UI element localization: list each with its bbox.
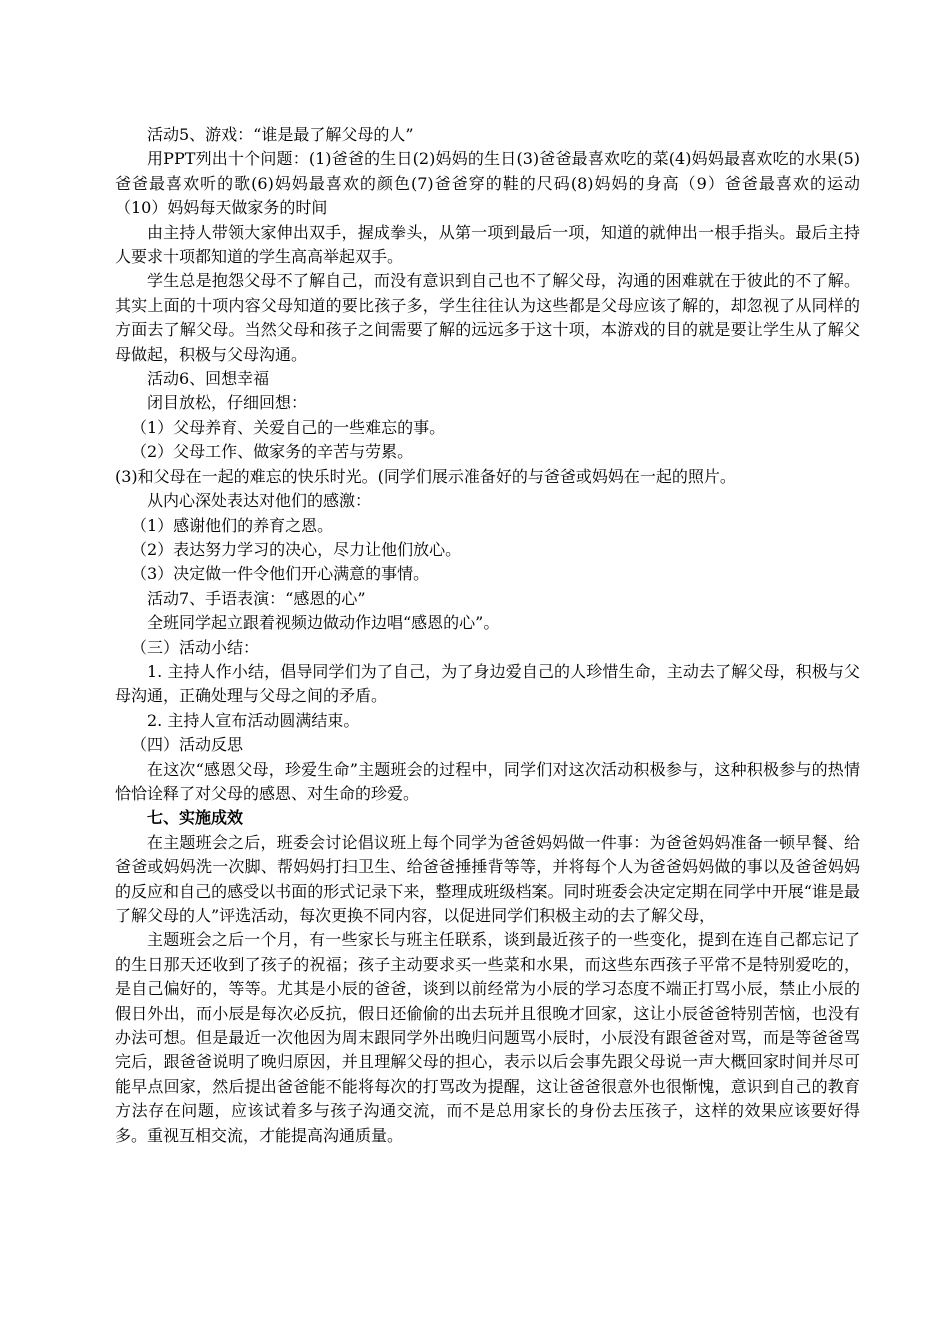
- list-item-gratitude-2: （2）表达努力学习的决心，尽力让他们放心。: [131, 539, 462, 559]
- section-reflection-heading: （四）活动反思: [131, 735, 244, 755]
- paragraph-game-purpose: 学生总是抱怨父母不了解自己，而没有意识到自己也不了解父母，沟通的困难就在于彼此的不了解。其实上面的十项内容父母知道的要比孩子多，学生往往认为这些都是父母应该了解的，却忽视了从同样的方面去了解父母。当然父母和孩子之间需要了解的远远多于这十项，本游戏的目的就是要让学生从了解父母做起，积极与父母沟通。: [115, 271, 860, 364]
- paragraph-reflection: 在这次“感恩父母，珍爱生命”主题班会的过程中，同学们对这次活动积极参与，这种积极参与的热情恰恰诠释了对父母的感恩、对生命的珍爱。: [115, 759, 860, 803]
- list-item-gratitude-3: （3）决定做一件令他们开心满意的事情。: [131, 564, 430, 584]
- section-7-heading: 七、实施成效: [147, 808, 244, 828]
- document-body: [115, 123, 860, 1148]
- paragraph-results-2: 主题班会之后一个月，有一些家长与班主任联系，谈到最近孩子的一些变化，提到在连自己都忘记了的生日那天还收到了孩子的祝福；孩子主动要求买一些菜和水果，而这些东西孩子平常不是特别爱吃的，是自己偏好的，等等。尤其是小辰的爸爸，谈到以前经常为小辰的学习态度不端正打骂小辰，禁止小辰的假日外出，而小辰是每次必反抗，假日还偷偷的出去玩并且很晚才回家，这让小辰爸爸特别苦恼，也没有办法可想。但是最近一次他因为周末跟同学外出晚归问题骂小辰时，小辰没有跟爸爸对骂，而是等爸爸骂完后，跟爸爸说明了晚归原因，并且理解父母的担心，表示以后会事先跟父母说一声大概回家时间并尽可能早点回家，然后提出爸爸能不能将每次的打骂改为提醒，这让爸爸很意外也很惭愧，意识到自己的教育方法存在问题，应该试着多与孩子沟通交流，而不是总用家长的身份去压孩子，这样的效果应该要好得多。重视互相交流，才能提高沟通质量。: [115, 930, 860, 1145]
- paragraph-summary-1: 1. 主持人作小结，倡导同学们为了自己，为了身边爱自己的人珍惜生命，主动去了解父母，积极与父母沟通，正确处理与父母之间的矛盾。: [115, 661, 860, 706]
- paragraph-game-rules: 由主持人带领大家伸出双手，握成拳头，从第一项到最后一项，知道的就伸出一根手指头。最后主持人要求十项都知道的学生高高举起双手。: [115, 222, 860, 267]
- activity-5-heading: 活动5、游戏：“谁是最了解父母的人”: [147, 125, 414, 144]
- paragraph-express-gratitude: 从内心深处表达对他们的感激：: [147, 491, 372, 511]
- activity-7-heading: 活动7、手语表演：“感恩的心”: [147, 588, 366, 608]
- paragraph-results-1: 在主题班会之后，班委会讨论倡议班上每个同学为爸爸妈妈做一件事：为爸爸妈妈准备一顿早餐、给爸爸或妈妈洗一次脚、帮妈妈打扫卫生、给爸爸捶捶背等等，并将每个人为爸爸妈妈做的事以及爸爸妈妈的反应和自己的感受以书面的形式记录下来，整理成班级档案。同时班委会决定定期在同学中开展“谁是最了解父母的人”评选活动，每次更换不同内容，以促进同学们积极主动的去了解父母，: [115, 832, 860, 925]
- paragraph-ppt-questions: 用PPT列出十个问题：(1)爸爸的生日(2)妈妈的生日(3)爸爸最喜欢吃的菜(4)妈妈最喜欢吃的水果(5)爸爸最喜欢听的歌(6)妈妈最喜欢的颜色(7)爸爸穿的鞋的尺码(8)妈妈的身高（9）爸爸最喜欢的运动（10）妈妈每天做家务的时间: [115, 149, 860, 218]
- section-summary-heading: （三）活动小结：: [131, 637, 260, 657]
- list-item-recall-1: （1）父母养育、关爱自己的一些难忘的事。: [131, 417, 446, 437]
- activity-6-heading: 活动6、回想幸福: [147, 369, 270, 389]
- list-item-gratitude-1: （1）感谢他们的养育之恩。: [131, 515, 334, 535]
- list-item-recall-2: （2）父母工作、做家务的辛苦与劳累。: [131, 442, 414, 462]
- list-item-recall-3: (3)和父母在一起的难忘的快乐时光。(同学们展示准备好的与爸爸或妈妈在一起的照片。: [115, 466, 736, 486]
- paragraph-sing-along: 全班同学起立跟着视频边做动作边唱“感恩的心”。: [147, 613, 500, 633]
- paragraph-close-eyes: 闭目放松，仔细回想：: [147, 393, 308, 413]
- paragraph-summary-2: 2. 主持人宣布活动圆满结束。: [147, 710, 360, 730]
